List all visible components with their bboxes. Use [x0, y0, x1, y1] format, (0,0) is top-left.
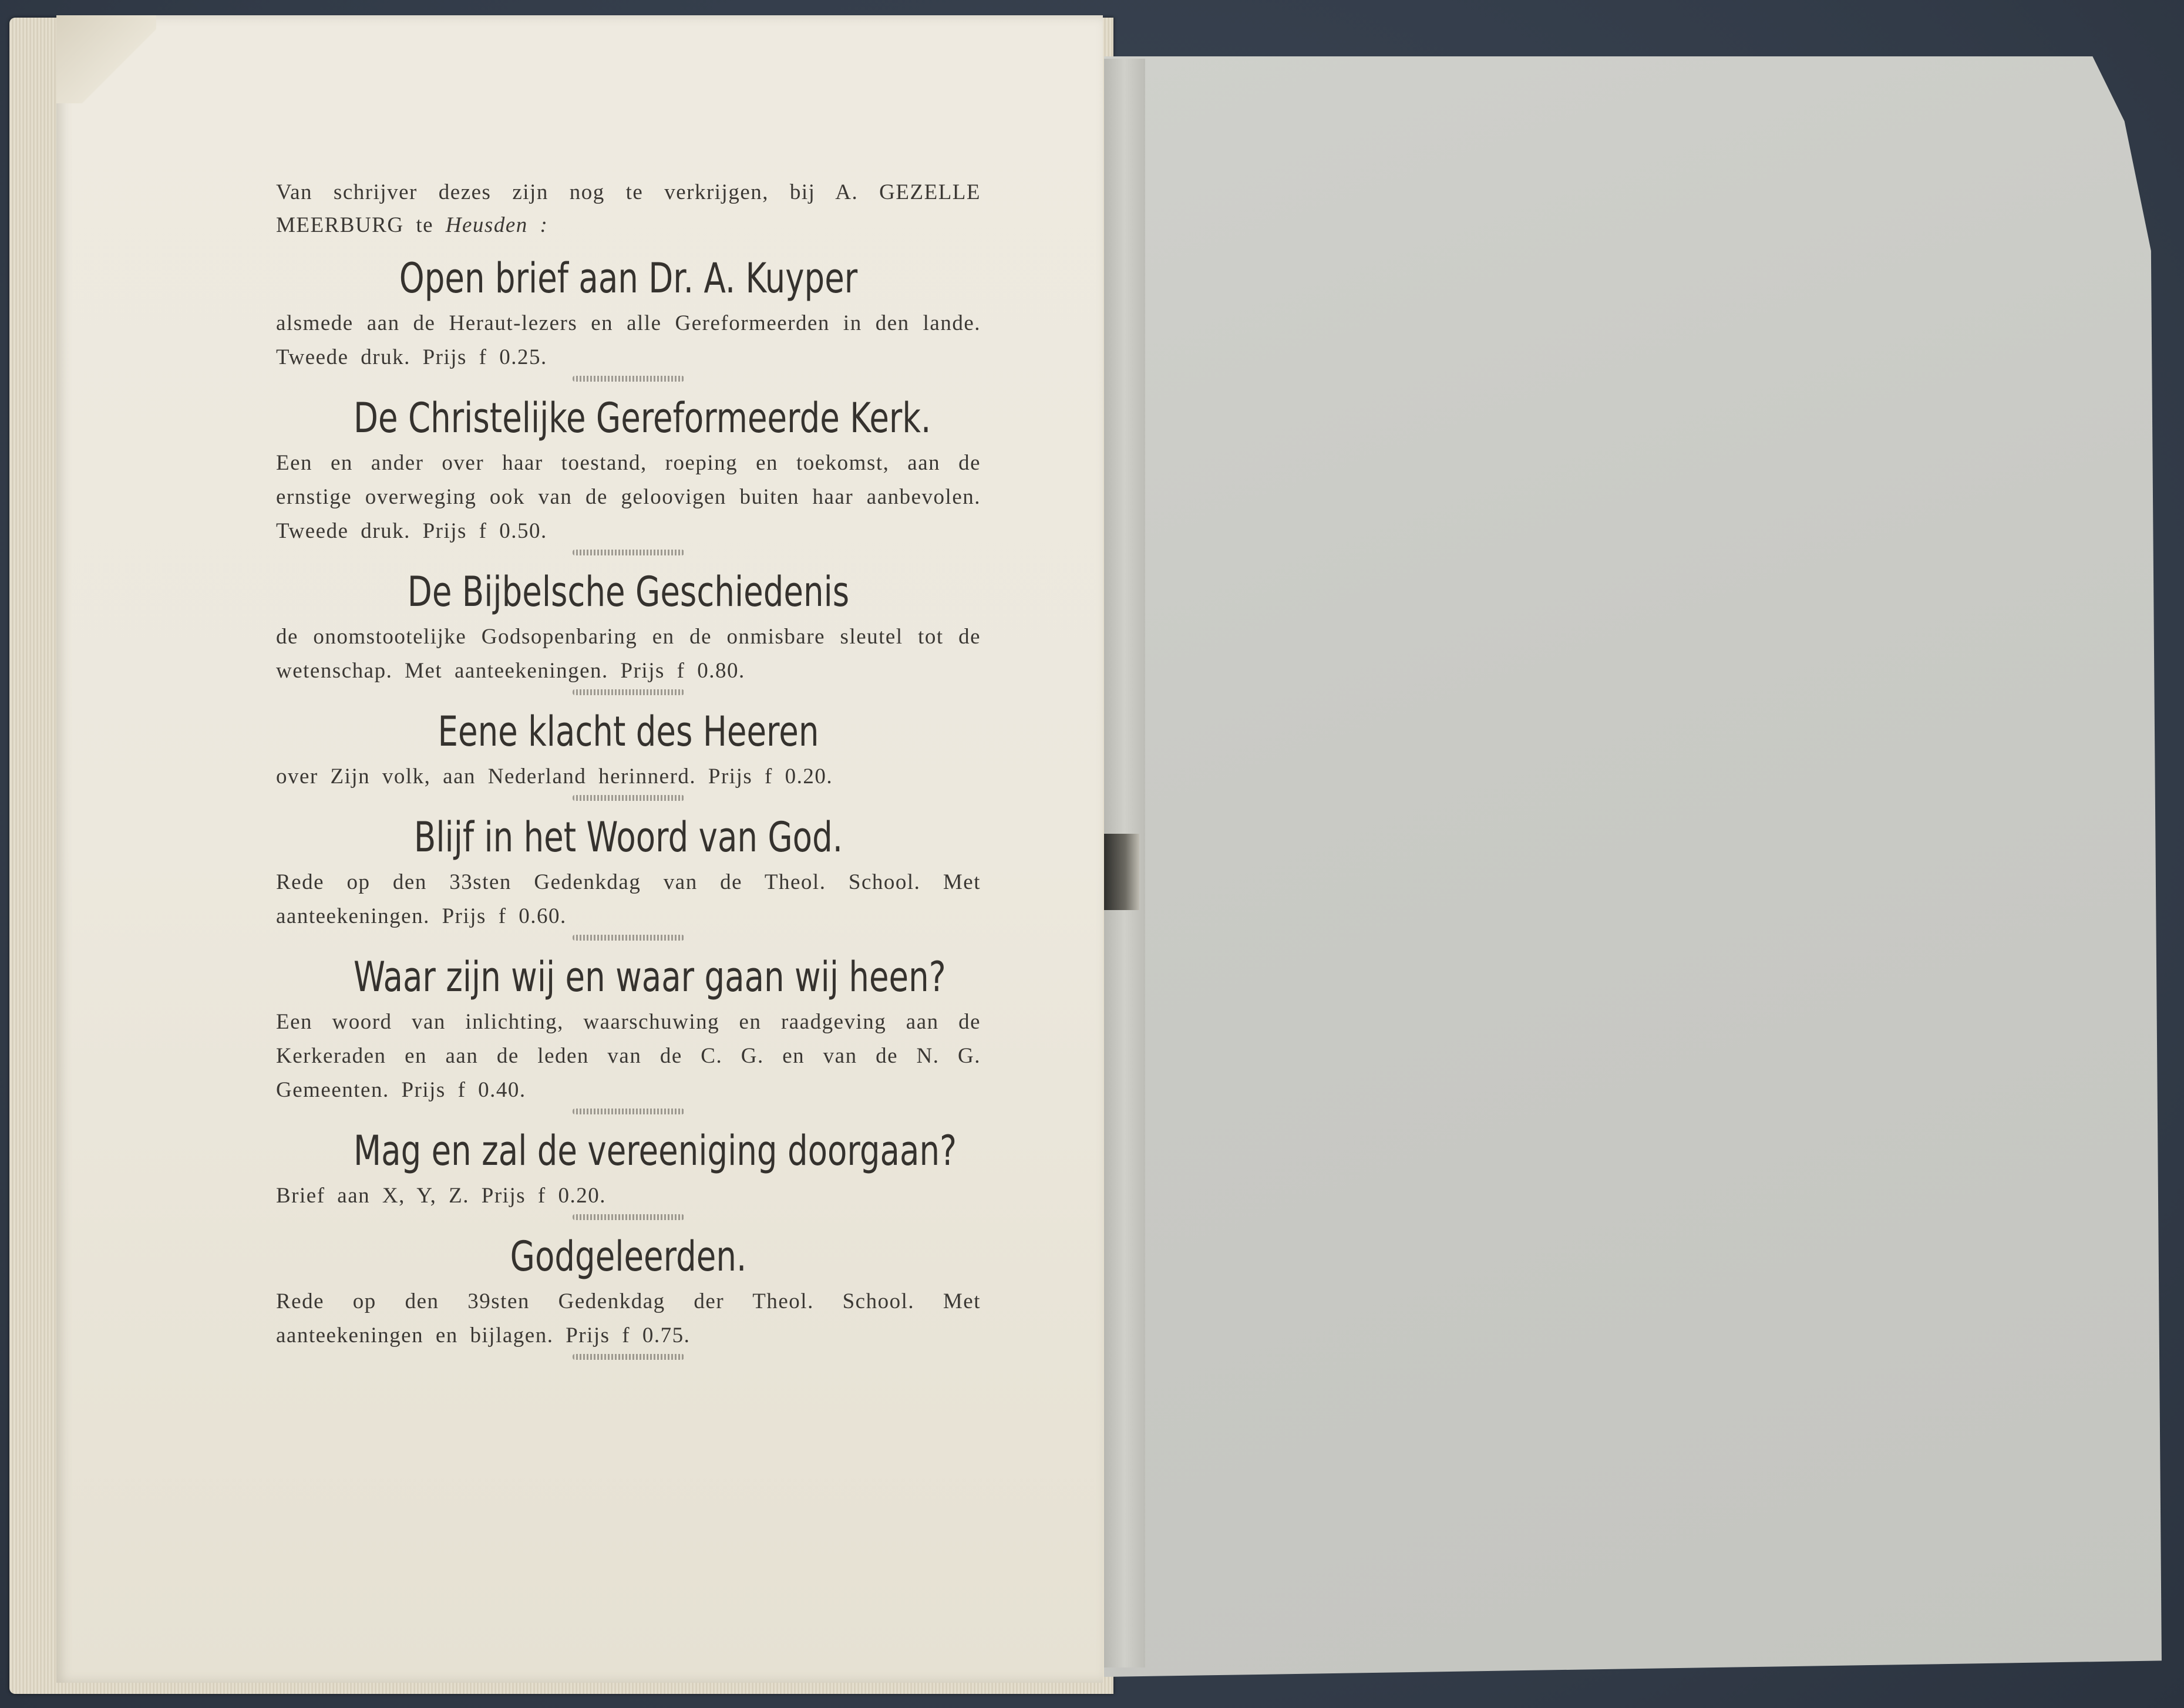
page-corner-fold — [56, 15, 156, 103]
intro-text: Van schrijver dezes zijn nog te verkrijgen, bij A. GEZELLE MEERBURG te — [276, 180, 981, 237]
entry-description: Een en ander over haar toestand, roeping en toekomst, aan de ernstige overweging ook van de geloovigen buiten haar aanbevolen. Tweede druk. Prijs f 0.50. — [276, 451, 981, 543]
spine-tear — [1104, 834, 1139, 910]
book-entry — [276, 250, 981, 382]
entry-title: Eene klacht des Heeren — [438, 708, 819, 756]
entry-description: alsmede aan de Heraut-lezers en alle Gereformeerden in den lande. Tweede druk. Prijs f 0.25. — [276, 311, 981, 369]
entry-description: Brief aan X, Y, Z. Prijs f 0.20. — [276, 1184, 606, 1208]
entry-title: Godgeleerden. — [510, 1232, 747, 1281]
entry-title: De Bijbelsche Geschiedenis — [407, 568, 850, 616]
intro-place: Heusden : — [445, 213, 548, 237]
book-entry — [276, 390, 981, 555]
book-entry — [276, 949, 981, 1114]
entry-title: Open brief aan Dr. A. Kuyper — [399, 254, 858, 302]
entry-description: Rede op den 33sten Gedenkdag van de Theol. School. Met aanteekeningen. Prijs f 0.60. — [276, 870, 981, 928]
entry-description: over Zijn volk, aan Nederland herinnerd. Prijs f 0.20. — [276, 764, 833, 789]
ornament-divider — [573, 1214, 684, 1220]
book-entry — [276, 703, 981, 801]
intro-paragraph — [276, 176, 981, 242]
book-entry — [276, 564, 981, 695]
entry-description: Rede op den 39sten Gedenkdag der Theol. School. Met aanteekeningen en bijlagen. Prijs f 0.75. — [276, 1289, 981, 1347]
advertisement-text — [276, 176, 981, 1360]
book-entry — [276, 809, 981, 941]
entry-description: de onomstootelijke Godsopenbaring en de onmisbare sleutel tot de wetenschap. Met aanteekeningen. Prijs f 0.80. — [276, 625, 981, 683]
ornament-divider — [573, 1109, 684, 1114]
entry-title: Waar zijn wij en waar gaan wij heen? — [354, 953, 946, 1001]
ornament-divider — [573, 935, 684, 941]
right-cover-page — [1104, 56, 2167, 1677]
book-entry — [276, 1123, 981, 1220]
entry-title: Mag en zal de vereeniging doorgaan? — [354, 1127, 957, 1175]
entry-title: De Christelijke Gereformeerde Kerk. — [354, 394, 931, 442]
ornament-divider — [573, 795, 684, 801]
ornament-divider — [573, 550, 684, 555]
ornament-divider — [573, 689, 684, 695]
book-entry — [276, 1228, 981, 1360]
entry-title: Blijf in het Woord van God. — [413, 813, 843, 861]
ornament-divider — [573, 376, 684, 382]
entry-description: Een woord van inlichting, waarschuwing en raadgeving aan de Kerkeraden en aan de leden van de C. G. en van de N. G. Gemeenten. Prijs f 0.40. — [276, 1010, 981, 1102]
ornament-divider — [573, 1354, 684, 1360]
